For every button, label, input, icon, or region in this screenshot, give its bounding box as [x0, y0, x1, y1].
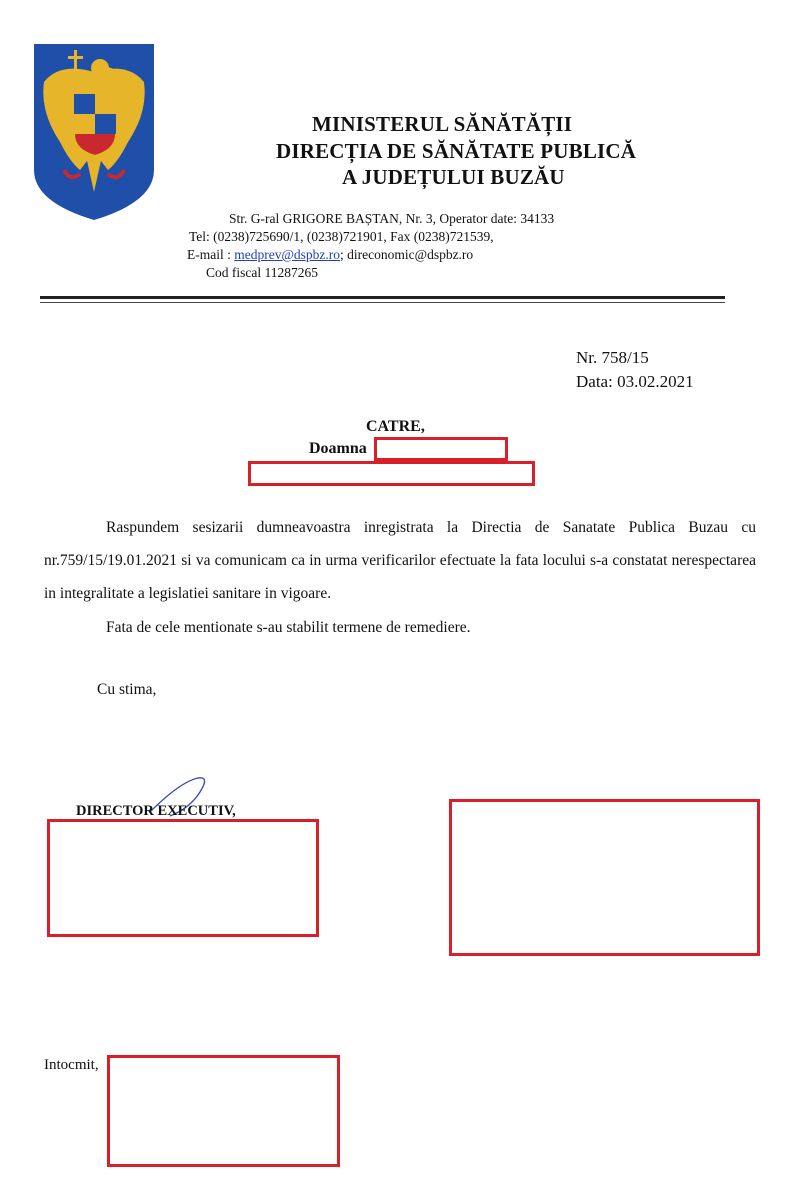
recipient-salutation: Doamna: [309, 440, 367, 457]
fiscal-code: Cod fiscal 11287265: [206, 265, 318, 280]
catre-heading: CATRE,: [366, 418, 425, 435]
body-paragraph-2: Fata de cele mentionate s-au stabilit termene de remediere.: [106, 619, 471, 636]
email-label: E-mail :: [187, 247, 235, 262]
reference-date: Data: 03.02.2021: [576, 372, 694, 391]
phone-line: Tel: (0238)725690/1, (0238)721901, Fax (0238)721539,: [189, 229, 494, 244]
director-title: DIRECTOR EXECUTIV,: [76, 803, 236, 819]
redacted-recipient-name: [374, 437, 508, 461]
email-link[interactable]: medprev@dspbz.ro: [234, 247, 341, 262]
closing-greeting: Cu stima,: [97, 681, 157, 698]
redacted-director-signature: [47, 819, 319, 937]
address-line: Str. G-ral GRIGORE BAȘTAN, Nr. 3, Operator date: 34133: [229, 211, 555, 226]
ministry-title: MINISTERUL SĂNĂTĂȚII: [312, 112, 573, 136]
redacted-prepared-by-name: [107, 1055, 340, 1167]
header-divider: [40, 296, 725, 299]
header-divider-thin: [40, 302, 725, 303]
body-paragraph-1: Raspundem sesizarii dumneavoastra inregistrata la Directia de Sanatate Publica Buzau cu nr.759/15/19.01.2021 si va comunicam ca in urma verificarilor efectuate la fata locului s-a constatat nerespectarea in integralitate a legislatiei sanitare in vigoare.: [44, 519, 756, 602]
county-title: A JUDEȚULUI BUZĂU: [342, 165, 565, 189]
redacted-stamp: [449, 799, 760, 956]
email-line: [187, 247, 473, 263]
redacted-recipient-address: [248, 461, 535, 486]
prepared-by-label: Intocmit,: [44, 1057, 99, 1073]
email-secondary: ; direconomic@dspbz.ro: [340, 247, 474, 262]
directorate-title: DIRECȚIA DE SĂNĂTATE PUBLICĂ: [276, 139, 637, 163]
coat-of-arms-logo: [30, 42, 158, 222]
reference-number: Nr. 758/15: [576, 348, 649, 367]
